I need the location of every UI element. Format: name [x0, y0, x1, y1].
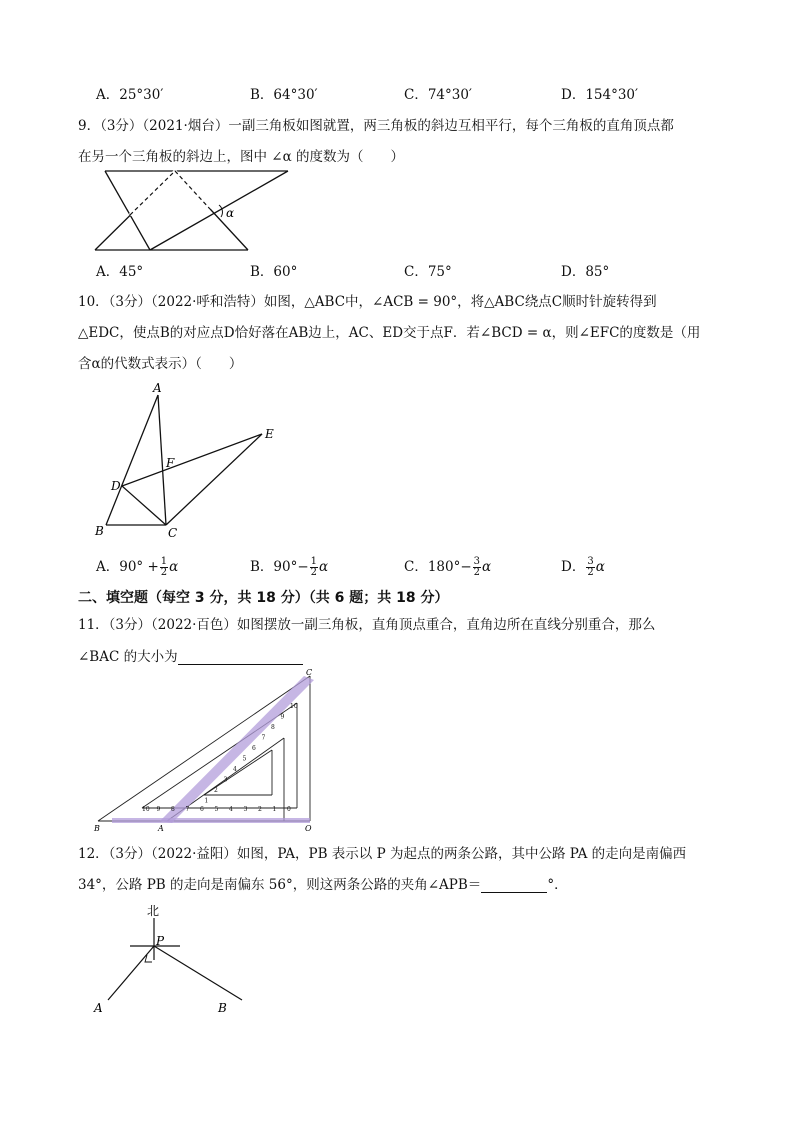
- q11-stem-line2-text: ∠BAC 的大小为: [78, 649, 178, 665]
- q11-ruler-side-tick: 4: [233, 766, 237, 773]
- q12-stem-line2-end: °．: [547, 877, 568, 893]
- q11-ruler-bottom-tick: 3: [243, 806, 248, 813]
- q11-stem-line1: 11．（3分）（2022·百色）如图摆放一副三角板，直角顶点重合，直角边所在直线分别重合，那么: [78, 617, 656, 633]
- q10-option-b-suffix: α: [319, 559, 329, 575]
- q11-ruler-bottom-tick: 0: [287, 806, 291, 813]
- q10-label-a: A: [153, 381, 162, 395]
- q10-stem-line1: 10．（3分）（2022·呼和浩特）如图，△ABC中，∠ACB = 90°，将△ABC绕点C顺时针旋转得到: [78, 294, 657, 310]
- q10-stem-line2: △EDC，使点B的对应点D恰好落在AB边上，AC、ED交于点F．若∠BCD = α，则∠EFC的度数是（用: [78, 325, 701, 341]
- q12-figure: [90, 900, 260, 1020]
- q8-option-b: B．64°30′: [250, 87, 318, 103]
- q11-answer-blank[interactable]: [178, 650, 303, 665]
- q12-label-north: 北: [147, 904, 160, 918]
- q10-option-b: [250, 555, 328, 578]
- q10-option-a: [96, 555, 178, 578]
- q10-option-c-den: 2: [473, 567, 481, 578]
- q11-ruler-side-tick: 1: [204, 797, 209, 805]
- q10-option-a-num: 1: [160, 556, 168, 567]
- q12-answer-blank[interactable]: [481, 878, 547, 893]
- q10-option-a-suffix: α: [169, 559, 179, 575]
- q11-ruler-bottom-tick: 4: [229, 806, 233, 813]
- q10-option-c-prefix: C．180°−: [404, 559, 472, 575]
- q11-ruler-side-tick: 7: [261, 734, 266, 742]
- q9-stem-line1: 9．（3分）（2021·烟台）一副三角板如图就置，两三角板的斜边互相平行，每个三角板的直角顶点都: [78, 118, 674, 134]
- q10-option-b-prefix: B．90°−: [250, 559, 309, 575]
- q11-ruler-side-tick: 6: [252, 745, 256, 752]
- q10-option-c-num: 3: [473, 556, 481, 567]
- q12-label-b: B: [218, 1001, 227, 1015]
- q10-label-d: D: [111, 479, 121, 493]
- q12-stem-line2-text: 34°，公路 PB 的走向是南偏东 56°，则这两条公路的夹角∠APB＝: [78, 877, 482, 893]
- q10-option-c-suffix: α: [482, 559, 492, 575]
- q10-option-d-suffix: α: [595, 559, 605, 575]
- q11-ruler-bottom-tick: 7: [185, 806, 190, 813]
- q8-option-a: A．25°30′: [96, 87, 164, 103]
- q8-option-c: C．74°30′: [404, 87, 473, 103]
- q10-option-a-den: 2: [160, 567, 168, 578]
- q11-label-b: B: [94, 824, 100, 833]
- q9-option-c: C．75°: [404, 264, 452, 280]
- q11-ruler-side-tick: 5: [242, 755, 247, 763]
- q10-option-d-den: 2: [587, 567, 594, 578]
- q11-label-o: O: [305, 824, 312, 833]
- q10-option-a-prefix: A．90° +: [96, 559, 159, 575]
- q11-ruler-bottom-tick: 8: [171, 806, 175, 813]
- q10-option-d-num: 3: [587, 556, 594, 567]
- q12-label-a: A: [94, 1001, 103, 1015]
- q11-ruler-bottom-tick: 1: [272, 806, 277, 813]
- q11-ruler-side-tick: 2: [214, 787, 218, 794]
- q11-ruler-side-tick: 8: [271, 724, 275, 731]
- section-2-title: 二、填空题（每空 3 分，共 18 分）（共 6 题；共 18 分）: [78, 590, 449, 606]
- q10-option-c: [404, 555, 491, 578]
- q12-stem-line1: 12．（3分）（2022·益阳）如图，PA，PB 表示以 P 为起点的两条公路，其中公路 PA 的走向是南偏西: [78, 846, 687, 862]
- q11-ruler-side-tick: 9: [280, 713, 285, 721]
- q11-ruler-bottom-tick: 6: [200, 806, 204, 813]
- q11-ruler-side-tick: 3: [223, 776, 228, 784]
- q10-option-b-num: 1: [310, 556, 318, 567]
- q12-label-p: P: [156, 934, 165, 948]
- q11-ruler-side-tick: 10: [290, 703, 298, 710]
- q11-label-c: C: [306, 668, 313, 677]
- q9-option-d: D．85°: [561, 264, 610, 280]
- q11-figure: [92, 668, 322, 833]
- q8-option-d: D．154°30′: [561, 87, 639, 103]
- q12-stem-line2: [78, 873, 568, 893]
- q10-label-b: B: [95, 524, 104, 538]
- q11-ruler-bottom-tick: 9: [156, 806, 161, 813]
- q11-ruler-bottom-tick: 10: [142, 806, 150, 813]
- q10-option-d: [561, 555, 605, 578]
- q10-figure: [90, 380, 290, 545]
- q9-option-a: A．45°: [96, 264, 144, 280]
- q10-label-f: F: [166, 456, 175, 470]
- q9-alpha-label: α: [226, 206, 235, 220]
- q9-figure: [90, 165, 300, 255]
- q11-ruler-bottom-tick: 2: [258, 806, 262, 813]
- q10-label-e: E: [265, 427, 274, 441]
- q10-option-b-den: 2: [310, 567, 318, 578]
- q11-ruler-bottom-tick: 5: [214, 806, 219, 813]
- q10-label-c: C: [168, 526, 178, 540]
- q10-option-d-prefix: D．: [561, 559, 586, 575]
- q10-stem-line3: 含α的代数式表示）（ ）: [78, 356, 243, 372]
- q11-label-a: A: [158, 824, 164, 833]
- q9-option-b: B．60°: [250, 264, 298, 280]
- q11-stem-line2: [78, 645, 303, 665]
- q9-stem-line2: 在另一个三角板的斜边上，图中 ∠α 的度数为（ ）: [78, 149, 405, 165]
